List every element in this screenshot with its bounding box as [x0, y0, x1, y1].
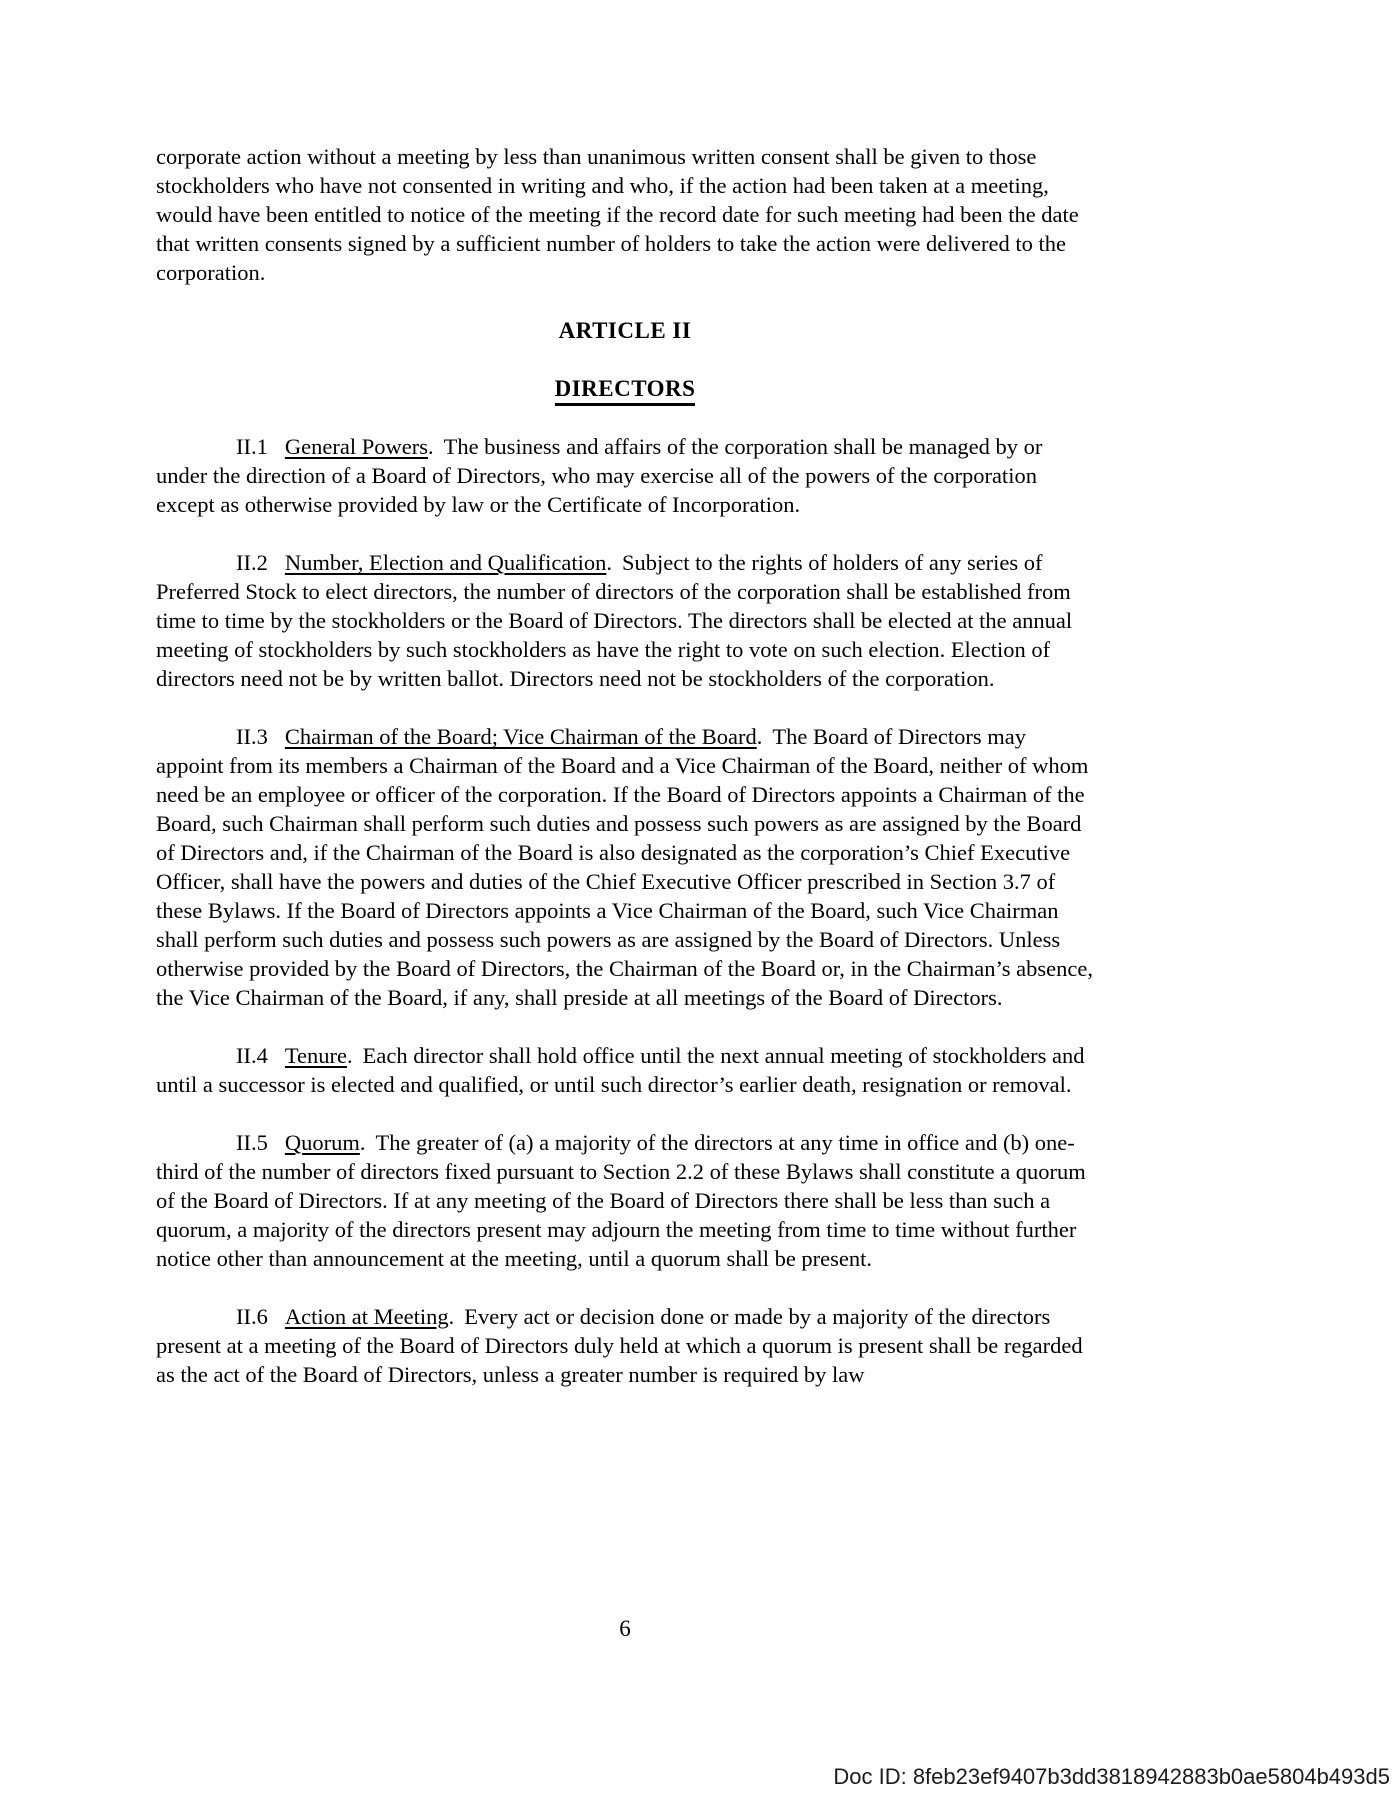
sections-container: [156, 432, 1094, 1389]
section-body: The business and affairs of the corporation shall be managed by or under the direction of a Board of Directors, who may exercise all of the powers of the corporation except as otherwise provided by law or the Certificate of Incorporation.: [156, 434, 1043, 517]
section-paragraph: [156, 722, 1094, 1012]
section-paragraph: [156, 1128, 1094, 1273]
doc-id-label: Doc ID: 8feb23ef9407b3dd3818942883b0ae5804b493d5: [833, 1764, 1390, 1789]
section-number: II.5: [236, 1130, 268, 1155]
section-number: II.4: [236, 1043, 268, 1068]
section-paragraph: [156, 1302, 1094, 1389]
section-paragraph: [156, 432, 1094, 519]
article-heading: ARTICLE II: [558, 318, 692, 343]
section-title: Quorum: [284, 1130, 360, 1155]
article-subheading: [156, 374, 1094, 403]
section-title: Tenure: [284, 1043, 348, 1068]
section-body: Subject to the rights of holders of any series of Preferred Stock to elect directors, the number of directors of the corporation shall be established from time to time by the stockholders or the Board of Directors. The directors shall be elected at the annual meeting of stockholders by such stockholders as have the right to vote on such election. Election of directors need not be by written ballot. Directors need not be stockholders of the corporation.: [156, 550, 1073, 691]
section-title-period: .: [427, 434, 434, 459]
intro-paragraph: corporate action without a meeting by less than unanimous written consent shall be given to those stockholders who have not consented in writing and who, if the action had been taken at a meeting, would have been entitled to notice of the meeting if the record date for such meeting had been the date that written consents signed by a sufficient number of holders to take the action were delivered to the corporation.: [156, 144, 1079, 285]
page-number: 6: [619, 1616, 631, 1641]
section-title-period: .: [448, 1304, 455, 1329]
section-title: Chairman of the Board; Vice Chairman of the Board: [284, 724, 757, 749]
section-number: II.3: [236, 724, 268, 749]
section-title-period: .: [359, 1130, 366, 1155]
section-body: The greater of (a) a majority of the directors at any time in office and (b) one-third of the number of directors fixed pursuant to Section 2.2 of these Bylaws shall constitute a quorum of the Board of Directors. If at any meeting of the Board of Directors there shall be less than such a quorum, a majority of the directors present may adjourn the meeting from time to time without further notice other than announcement at the meeting, until a quorum shall be present.: [156, 1130, 1086, 1271]
section-title: Number, Election and Qualification: [284, 550, 607, 575]
section-paragraph: [156, 1041, 1094, 1099]
section-body: The Board of Directors may appoint from its members a Chairman of the Board and a Vice Chairman of the Board, neither of whom need be an employee or officer of the corporation. If the Board of Directors appoints a Chairman of the Board, such Chairman shall perform such duties and possess such powers as are assigned by the Board of Directors and, if the Chairman of the Board is also designated as the corporation’s Chief Executive Officer, shall have the powers and duties of the Chief Executive Officer prescribed in Section 3.7 of these Bylaws. If the Board of Directors appoints a Vice Chairman of the Board, such Vice Chairman shall perform such duties and possess such powers as are assigned by the Board of Directors. Unless otherwise provided by the Board of Directors, the Chairman of the Board or, in the Chairman’s absence, the Vice Chairman of the Board, if any, shall preside at all meetings of the Board of Directors.: [156, 724, 1093, 1010]
section-title: Action at Meeting: [284, 1304, 449, 1329]
section-body: Each director shall hold office until the next annual meeting of stockholders and until a successor is elected and qualified, or until such director’s earlier death, resignation or removal.: [156, 1043, 1085, 1097]
article-subheading-text: DIRECTORS: [555, 376, 696, 406]
section-number: II.2: [236, 550, 268, 575]
document-content: [156, 142, 1094, 1418]
section-number: II.1: [236, 434, 268, 459]
section-title: General Powers: [284, 434, 428, 459]
section-body: Every act or decision done or made by a majority of the directors present at a meeting of the Board of Directors duly held at which a quorum is present shall be regarded as the act of the Board of Directors, unless a greater number is required by law: [156, 1304, 1083, 1387]
section-title-period: .: [606, 550, 612, 575]
section-number: II.6: [236, 1304, 268, 1329]
section-title-period: .: [347, 1043, 353, 1068]
section-paragraph: [156, 548, 1094, 693]
section-title-period: .: [756, 724, 763, 749]
